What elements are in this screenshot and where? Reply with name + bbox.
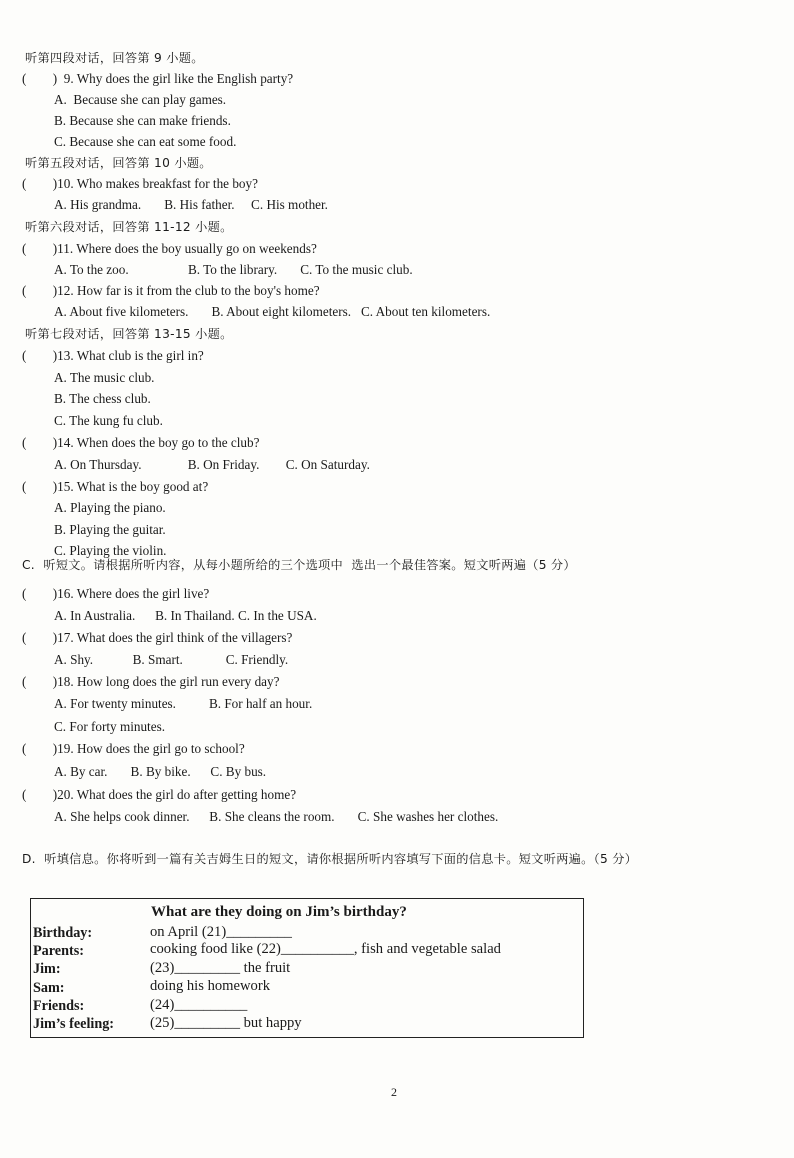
options-11: A. To the zoo. B. To the library. C. To the music club. — [54, 262, 413, 277]
question-19: ( )19. How does the girl go to school? — [22, 741, 245, 756]
info-card-value-sam: doing his homework — [150, 978, 270, 994]
option-9a: A. Because she can play games. — [54, 92, 227, 107]
options-12: A. About five kilometers. B. About eight kilometers. C. About ten kilometers. — [54, 304, 491, 319]
question-17: ( )17. What does the girl think of the villagers? — [22, 630, 293, 645]
info-card-title: What are they doing on Jim’s birthday? — [151, 904, 407, 920]
info-card-label-friends: Friends: — [33, 998, 85, 1014]
page-number: 2 — [391, 1085, 397, 1099]
info-card-label-jim: Jim: — [33, 961, 61, 977]
dialog-5-instruction: 听第五段对话，回答第 10 小题。 — [25, 156, 212, 170]
options-10: A. His grandma. B. His father. C. His mother. — [54, 197, 328, 212]
info-card-value-jim: (23)_________ the fruit — [150, 960, 291, 976]
option-13c: C. The kung fu club. — [54, 413, 163, 428]
question-10: ( )10. Who makes breakfast for the boy? — [22, 176, 258, 191]
option-18c: C. For forty minutes. — [54, 719, 165, 734]
question-9: ( ) 9. Why does the girl like the English party? — [22, 71, 294, 86]
info-card-value-friends: (24)__________ — [150, 997, 248, 1013]
option-13b: B. The chess club. — [54, 391, 151, 406]
question-13: ( )13. What club is the girl in? — [22, 348, 204, 363]
section-c-heading: C. 听短文。请根据所听内容，从每小题所给的三个选项中 选出一个最佳答案。短文听两遍（5 分） — [22, 558, 576, 572]
options-14: A. On Thursday. B. On Friday. C. On Saturday. — [54, 457, 370, 472]
info-card — [30, 898, 584, 1038]
option-15c: C. Playing the violin. — [54, 543, 167, 558]
options-16: A. In Australia. B. In Thailand. C. In the USA. — [54, 608, 317, 623]
options-20: A. She helps cook dinner. B. She cleans the room. C. She washes her clothes. — [54, 809, 499, 824]
dialog-4-instruction: 听第四段对话，回答第 9 小题。 — [25, 51, 204, 65]
option-13a: A. The music club. — [54, 370, 155, 385]
option-15a: A. Playing the piano. — [54, 500, 166, 515]
option-9c: C. Because she can eat some food. — [54, 134, 237, 149]
dialog-7-instruction: 听第七段对话，回答第 13-15 小题。 — [25, 327, 233, 341]
option-15b: B. Playing the guitar. — [54, 522, 166, 537]
info-card-value-birthday: on April (21)_________ — [150, 924, 292, 940]
section-d-heading: D. 听填信息。你将听到一篇有关吉姆生日的短文，请你根据所听内容填写下面的信息卡。短文听两遍。（5 分） — [22, 852, 638, 866]
question-16: ( )16. Where does the girl live? — [22, 586, 210, 601]
options-17: A. Shy. B. Smart. C. Friendly. — [54, 652, 289, 667]
info-card-value-parents: cooking food like (22)__________, fish and vegetable salad — [150, 941, 501, 957]
option-9b: B. Because she can make friends. — [54, 113, 231, 128]
question-18: ( )18. How long does the girl run every day? — [22, 674, 280, 689]
info-card-label-parents: Parents: — [33, 943, 84, 959]
info-card-value-feeling: (25)_________ but happy — [150, 1015, 302, 1031]
dialog-6-instruction: 听第六段对话，回答第 11-12 小题。 — [25, 220, 233, 234]
info-card-label-sam: Sam: — [33, 980, 65, 996]
question-11: ( )11. Where does the boy usually go on weekends? — [22, 241, 317, 256]
question-14: ( )14. When does the boy go to the club? — [22, 435, 260, 450]
question-20: ( )20. What does the girl do after getting home? — [22, 787, 297, 802]
info-card-label-feeling: Jim’s feeling: — [33, 1016, 115, 1032]
options-18ab: A. For twenty minutes. B. For half an hour. — [54, 696, 313, 711]
question-15: ( )15. What is the boy good at? — [22, 479, 209, 494]
question-12: ( )12. How far is it from the club to the boy's home? — [22, 283, 320, 298]
options-19: A. By car. B. By bike. C. By bus. — [54, 764, 267, 779]
info-card-label-birthday: Birthday: — [33, 925, 93, 941]
